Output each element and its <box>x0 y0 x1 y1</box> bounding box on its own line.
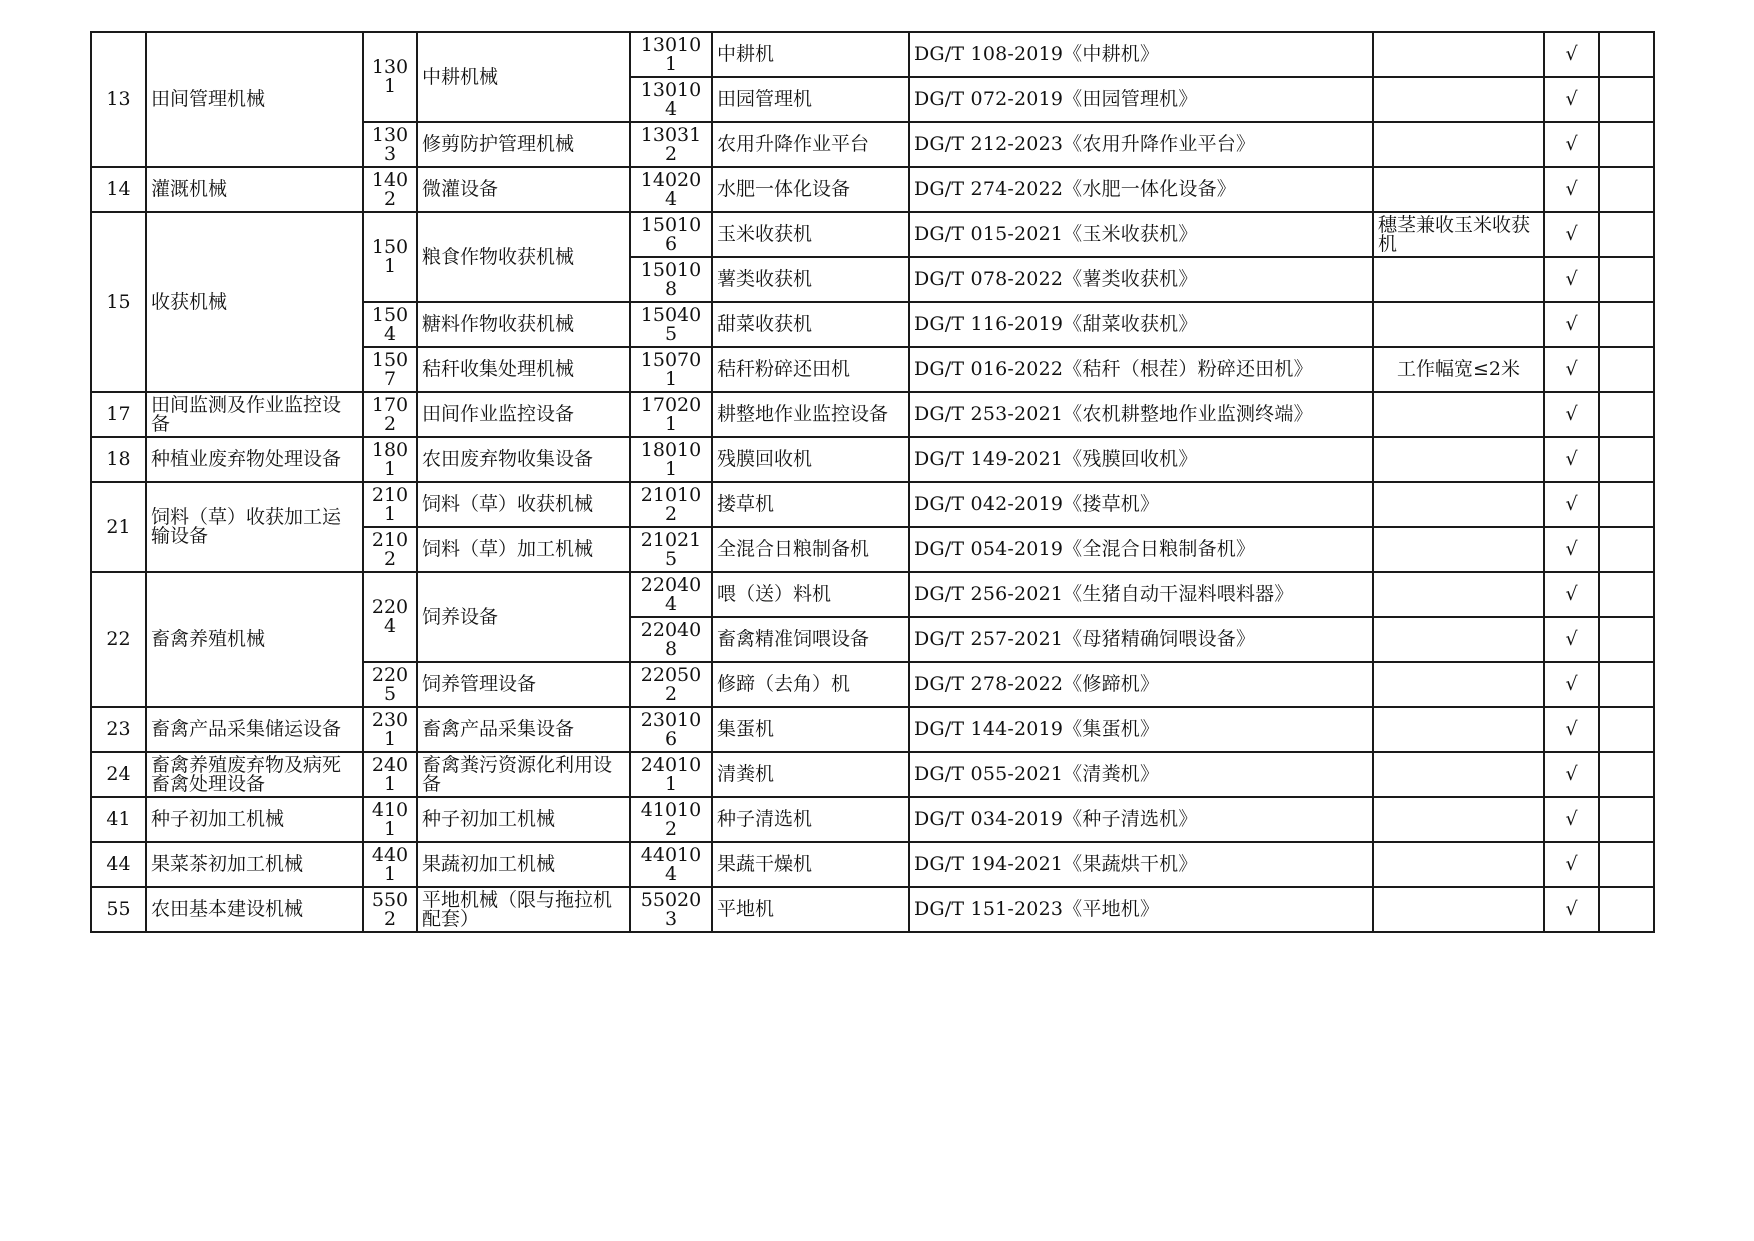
item-name: 集蛋机 <box>712 707 909 752</box>
subgroup-code: 1504 <box>363 302 417 347</box>
item-code: 210102 <box>630 482 712 527</box>
item-code: 240101 <box>630 752 712 797</box>
check-mark: √ <box>1544 302 1599 347</box>
table-row <box>91 167 1654 212</box>
check-mark: √ <box>1544 392 1599 437</box>
table-row <box>91 887 1654 932</box>
empty-cell <box>1599 302 1654 347</box>
item-note <box>1373 752 1544 797</box>
item-code: 150405 <box>630 302 712 347</box>
group-number: 21 <box>91 482 146 572</box>
empty-cell <box>1599 617 1654 662</box>
item-standard: DG/T 256-2021《生猪自动干湿料喂料器》 <box>909 572 1373 617</box>
item-note <box>1373 392 1544 437</box>
subgroup-name: 秸秆收集处理机械 <box>417 347 630 392</box>
empty-cell <box>1599 797 1654 842</box>
group-category: 收获机械 <box>146 212 363 392</box>
empty-cell <box>1599 572 1654 617</box>
item-note <box>1373 257 1544 302</box>
subgroup-name: 种子初加工机械 <box>417 797 630 842</box>
item-standard: DG/T 278-2022《修蹄机》 <box>909 662 1373 707</box>
item-standard: DG/T 015-2021《玉米收获机》 <box>909 212 1373 257</box>
item-code: 170201 <box>630 392 712 437</box>
group-category: 灌溉机械 <box>146 167 363 212</box>
check-mark: √ <box>1544 77 1599 122</box>
subgroup-code: 2204 <box>363 572 417 662</box>
empty-cell <box>1599 842 1654 887</box>
subgroup-code: 1402 <box>363 167 417 212</box>
item-note <box>1373 32 1544 77</box>
item-code: 150701 <box>630 347 712 392</box>
item-note <box>1373 482 1544 527</box>
table-row <box>91 32 1654 77</box>
subgroup-code: 4401 <box>363 842 417 887</box>
item-code: 130312 <box>630 122 712 167</box>
item-note <box>1373 572 1544 617</box>
item-name: 全混合日粮制备机 <box>712 527 909 572</box>
group-category: 畜禽养殖废弃物及病死畜禽处理设备 <box>146 752 363 797</box>
subgroup-name: 中耕机械 <box>417 32 630 122</box>
check-mark: √ <box>1544 617 1599 662</box>
group-number: 17 <box>91 392 146 437</box>
group-category: 畜禽产品采集储运设备 <box>146 707 363 752</box>
item-name: 玉米收获机 <box>712 212 909 257</box>
check-mark: √ <box>1544 32 1599 77</box>
item-note <box>1373 842 1544 887</box>
check-mark: √ <box>1544 482 1599 527</box>
item-standard: DG/T 274-2022《水肥一体化设备》 <box>909 167 1373 212</box>
check-mark: √ <box>1544 527 1599 572</box>
table-row <box>91 842 1654 887</box>
empty-cell <box>1599 32 1654 77</box>
check-mark: √ <box>1544 842 1599 887</box>
group-number: 15 <box>91 212 146 392</box>
subgroup-code: 1801 <box>363 437 417 482</box>
group-category: 种植业废弃物处理设备 <box>146 437 363 482</box>
item-code: 220502 <box>630 662 712 707</box>
empty-cell <box>1599 482 1654 527</box>
check-mark: √ <box>1544 122 1599 167</box>
empty-cell <box>1599 887 1654 932</box>
machinery-catalog-table <box>90 31 1655 933</box>
item-standard: DG/T 034-2019《种子清选机》 <box>909 797 1373 842</box>
item-code: 440104 <box>630 842 712 887</box>
subgroup-name: 农田废弃物收集设备 <box>417 437 630 482</box>
table-row <box>91 482 1654 527</box>
group-category: 饲料（草）收获加工运输设备 <box>146 482 363 572</box>
subgroup-code: 2401 <box>363 752 417 797</box>
subgroup-name: 果蔬初加工机械 <box>417 842 630 887</box>
subgroup-code: 4101 <box>363 797 417 842</box>
item-note <box>1373 302 1544 347</box>
check-mark: √ <box>1544 752 1599 797</box>
item-note: 工作幅宽≤2米 <box>1373 347 1544 392</box>
item-note <box>1373 617 1544 662</box>
item-code: 220408 <box>630 617 712 662</box>
subgroup-code: 1507 <box>363 347 417 392</box>
item-code: 180101 <box>630 437 712 482</box>
item-code: 550203 <box>630 887 712 932</box>
check-mark: √ <box>1544 797 1599 842</box>
group-category: 种子初加工机械 <box>146 797 363 842</box>
empty-cell <box>1599 347 1654 392</box>
group-number: 24 <box>91 752 146 797</box>
group-number: 14 <box>91 167 146 212</box>
item-standard: DG/T 016-2022《秸秆（根茬）粉碎还田机》 <box>909 347 1373 392</box>
subgroup-code: 1702 <box>363 392 417 437</box>
subgroup-name: 畜禽产品采集设备 <box>417 707 630 752</box>
item-standard: DG/T 149-2021《残膜回收机》 <box>909 437 1373 482</box>
item-code: 130104 <box>630 77 712 122</box>
table-row <box>91 707 1654 752</box>
item-code: 220404 <box>630 572 712 617</box>
item-name: 田园管理机 <box>712 77 909 122</box>
check-mark: √ <box>1544 707 1599 752</box>
item-standard: DG/T 054-2019《全混合日粮制备机》 <box>909 527 1373 572</box>
item-note <box>1373 527 1544 572</box>
item-code: 210215 <box>630 527 712 572</box>
group-category: 农田基本建设机械 <box>146 887 363 932</box>
empty-cell <box>1599 167 1654 212</box>
item-name: 平地机 <box>712 887 909 932</box>
subgroup-name: 修剪防护管理机械 <box>417 122 630 167</box>
item-code: 230106 <box>630 707 712 752</box>
item-standard: DG/T 055-2021《清粪机》 <box>909 752 1373 797</box>
item-standard: DG/T 144-2019《集蛋机》 <box>909 707 1373 752</box>
item-note <box>1373 662 1544 707</box>
item-code: 140204 <box>630 167 712 212</box>
subgroup-code: 2301 <box>363 707 417 752</box>
empty-cell <box>1599 662 1654 707</box>
item-note <box>1373 797 1544 842</box>
item-code: 410102 <box>630 797 712 842</box>
subgroup-name: 饲料（草）收获机械 <box>417 482 630 527</box>
subgroup-code: 2205 <box>363 662 417 707</box>
group-number: 13 <box>91 32 146 167</box>
item-note <box>1373 707 1544 752</box>
empty-cell <box>1599 122 1654 167</box>
table-row <box>91 797 1654 842</box>
item-standard: DG/T 151-2023《平地机》 <box>909 887 1373 932</box>
table-row <box>91 437 1654 482</box>
item-standard: DG/T 212-2023《农用升降作业平台》 <box>909 122 1373 167</box>
item-code: 130101 <box>630 32 712 77</box>
empty-cell <box>1599 437 1654 482</box>
item-standard: DG/T 072-2019《田园管理机》 <box>909 77 1373 122</box>
empty-cell <box>1599 212 1654 257</box>
subgroup-name: 饲养管理设备 <box>417 662 630 707</box>
subgroup-code: 2102 <box>363 527 417 572</box>
empty-cell <box>1599 257 1654 302</box>
subgroup-code: 2101 <box>363 482 417 527</box>
subgroup-name: 饲养设备 <box>417 572 630 662</box>
subgroup-name: 糖料作物收获机械 <box>417 302 630 347</box>
check-mark: √ <box>1544 212 1599 257</box>
group-number: 23 <box>91 707 146 752</box>
item-note <box>1373 887 1544 932</box>
group-number: 44 <box>91 842 146 887</box>
empty-cell <box>1599 77 1654 122</box>
item-standard: DG/T 253-2021《农机耕整地作业监测终端》 <box>909 392 1373 437</box>
subgroup-name: 微灌设备 <box>417 167 630 212</box>
subgroup-name: 平地机械（限与拖拉机配套） <box>417 887 630 932</box>
check-mark: √ <box>1544 167 1599 212</box>
subgroup-code: 1501 <box>363 212 417 302</box>
item-note <box>1373 77 1544 122</box>
item-name: 果蔬干燥机 <box>712 842 909 887</box>
item-name: 薯类收获机 <box>712 257 909 302</box>
subgroup-name: 田间作业监控设备 <box>417 392 630 437</box>
group-category: 田间监测及作业监控设备 <box>146 392 363 437</box>
item-standard: DG/T 078-2022《薯类收获机》 <box>909 257 1373 302</box>
item-name: 喂（送）料机 <box>712 572 909 617</box>
item-standard: DG/T 108-2019《中耕机》 <box>909 32 1373 77</box>
item-note: 穗茎兼收玉米收获机 <box>1373 212 1544 257</box>
group-number: 22 <box>91 572 146 707</box>
item-note <box>1373 122 1544 167</box>
item-note <box>1373 437 1544 482</box>
table-row <box>91 572 1654 617</box>
check-mark: √ <box>1544 437 1599 482</box>
item-note <box>1373 167 1544 212</box>
group-category: 畜禽养殖机械 <box>146 572 363 707</box>
subgroup-name: 饲料（草）加工机械 <box>417 527 630 572</box>
table-row <box>91 212 1654 257</box>
check-mark: √ <box>1544 887 1599 932</box>
item-code: 150106 <box>630 212 712 257</box>
item-name: 残膜回收机 <box>712 437 909 482</box>
item-name: 甜菜收获机 <box>712 302 909 347</box>
empty-cell <box>1599 527 1654 572</box>
item-standard: DG/T 042-2019《搂草机》 <box>909 482 1373 527</box>
item-name: 中耕机 <box>712 32 909 77</box>
subgroup-code: 1303 <box>363 122 417 167</box>
item-standard: DG/T 257-2021《母猪精确饲喂设备》 <box>909 617 1373 662</box>
table-row <box>91 752 1654 797</box>
item-name: 农用升降作业平台 <box>712 122 909 167</box>
item-name: 种子清选机 <box>712 797 909 842</box>
check-mark: √ <box>1544 572 1599 617</box>
empty-cell <box>1599 752 1654 797</box>
empty-cell <box>1599 707 1654 752</box>
item-name: 秸秆粉碎还田机 <box>712 347 909 392</box>
item-standard: DG/T 194-2021《果蔬烘干机》 <box>909 842 1373 887</box>
group-category: 田间管理机械 <box>146 32 363 167</box>
subgroup-name: 粮食作物收获机械 <box>417 212 630 302</box>
group-category: 果菜茶初加工机械 <box>146 842 363 887</box>
subgroup-code: 5502 <box>363 887 417 932</box>
empty-cell <box>1599 392 1654 437</box>
item-name: 搂草机 <box>712 482 909 527</box>
group-number: 41 <box>91 797 146 842</box>
check-mark: √ <box>1544 662 1599 707</box>
item-standard: DG/T 116-2019《甜菜收获机》 <box>909 302 1373 347</box>
item-name: 修蹄（去角）机 <box>712 662 909 707</box>
table-row <box>91 392 1654 437</box>
check-mark: √ <box>1544 347 1599 392</box>
item-name: 清粪机 <box>712 752 909 797</box>
subgroup-name: 畜禽粪污资源化利用设备 <box>417 752 630 797</box>
check-mark: √ <box>1544 257 1599 302</box>
item-code: 150108 <box>630 257 712 302</box>
item-name: 耕整地作业监控设备 <box>712 392 909 437</box>
item-name: 畜禽精准饲喂设备 <box>712 617 909 662</box>
group-number: 55 <box>91 887 146 932</box>
item-name: 水肥一体化设备 <box>712 167 909 212</box>
catalog-body <box>91 32 1654 932</box>
group-number: 18 <box>91 437 146 482</box>
subgroup-code: 1301 <box>363 32 417 122</box>
